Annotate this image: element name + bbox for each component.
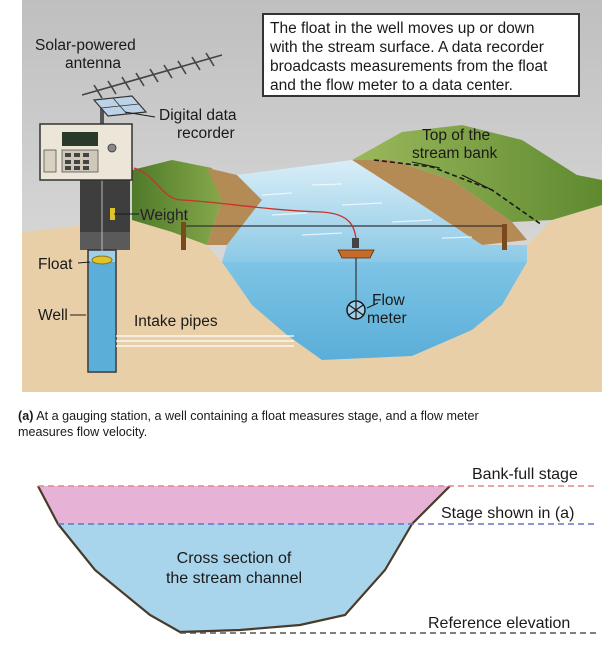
label-cross-section-2: the stream channel [165, 570, 303, 587]
label-well: Well [38, 307, 68, 324]
label-antenna-2: antenna [65, 55, 122, 72]
callout-line-2: with the stream surface. A data recorder [270, 39, 544, 56]
label-flow-meter: Flow [372, 292, 405, 309]
caption-line-1 [18, 408, 608, 424]
bankfull-zone [38, 486, 450, 524]
label-stage-shown: Stage shown in (a) [441, 505, 575, 522]
label-weight: Weight [140, 207, 188, 224]
label-reference-elevation: Reference elevation [428, 615, 571, 632]
label-recorder-2: recorder [177, 125, 235, 142]
callout-line-3: broadcasts measurements from the float [270, 58, 548, 75]
boat [338, 250, 374, 258]
boat-winch [352, 238, 359, 248]
stream-stage-diagram [0, 460, 608, 646]
right-post [502, 224, 507, 250]
flow-meter-icon [347, 301, 365, 319]
caption-text-1: At a gauging station, a well containing a float measures stage, and a flow meter [36, 409, 479, 423]
callout-line-1: The float in the well moves up or down [270, 20, 535, 37]
label-float: Float [38, 256, 73, 273]
label-bankfull-stage: Bank-full stage [472, 466, 578, 483]
data-recorder [40, 124, 132, 180]
figure-a-caption [18, 408, 608, 440]
well-water [89, 262, 115, 371]
explanation-callout [262, 13, 580, 97]
label-intake-pipes: Intake pipes [134, 313, 218, 330]
label-cross-section: Cross section of [176, 550, 292, 567]
label-recorder: Digital data [159, 107, 237, 124]
callout-line-4: and the flow meter to a data center. [270, 77, 513, 94]
label-flow-meter-2: meter [367, 310, 407, 327]
caption-tag: (a) [18, 409, 34, 423]
label-antenna: Solar-powered [35, 37, 136, 54]
label-top-of-bank: Top of the [422, 127, 491, 144]
well-housing-band [80, 232, 130, 250]
left-post [181, 222, 186, 250]
label-top-of-bank-2: stream bank [412, 145, 498, 162]
float [92, 256, 112, 264]
caption-line-2: measures flow velocity. [18, 425, 148, 439]
